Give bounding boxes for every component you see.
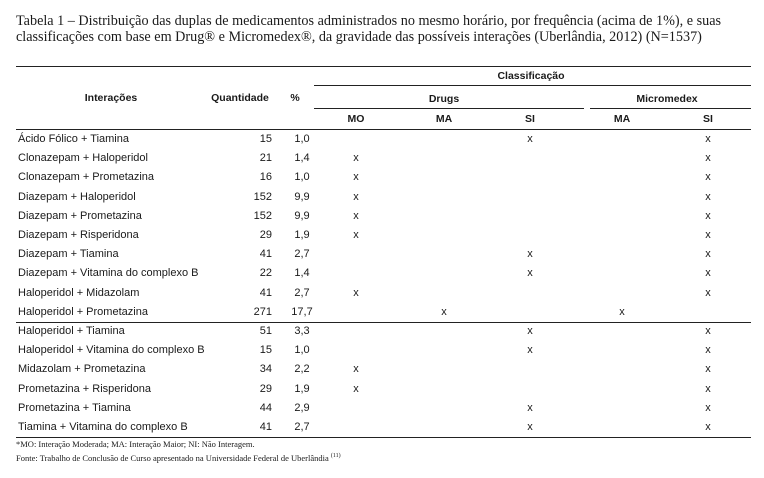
source-text: Fonte: Trabalho de Conclusão de Curso apresentado na Universidade Federal de Uberlândia — [16, 453, 329, 463]
micromedex-ma-mark: x — [619, 305, 625, 318]
quantity-cell: 41 — [259, 248, 272, 261]
header-micromedex: Micromedex — [636, 93, 698, 105]
percent-cell: 9,9 — [294, 209, 310, 222]
micromedex-ma-mark — [612, 322, 632, 341]
drugs-ma-mark — [434, 226, 454, 245]
drugs-rule — [314, 108, 584, 109]
interaction-name: Midazolam + Prometazina — [18, 363, 146, 376]
quantity-cell: 44 — [259, 401, 272, 414]
table-row — [16, 188, 751, 207]
header-drugs: Drugs — [428, 93, 460, 105]
quantity-cell: 22 — [259, 267, 272, 280]
drugs-mo-mark — [346, 264, 366, 283]
interaction-name: Haloperidol + Midazolam — [18, 286, 140, 299]
table-row — [16, 399, 751, 418]
interaction-name: Diazepam + Haloperidol — [18, 190, 136, 203]
percent-cell: 1,9 — [294, 229, 310, 241]
micromedex-ma-mark — [612, 380, 632, 399]
drugs-mo-mark — [346, 303, 366, 322]
drugs-si-mark: x — [527, 267, 533, 280]
drugs-si-mark — [520, 380, 540, 399]
header-si: SI — [525, 113, 535, 125]
percent-cell: 3,3 — [294, 325, 310, 337]
quantity-cell: 15 — [259, 344, 272, 357]
drugs-mo-mark: x — [353, 171, 359, 184]
quantity-cell: 41 — [259, 421, 272, 433]
header-interacoes: Interações — [84, 92, 138, 104]
micromedex-si-mark: x — [705, 248, 711, 261]
interaction-name: Prometazina + Tiamina — [18, 401, 131, 414]
quantity-cell: 152 — [253, 190, 272, 203]
header-classificacao: Classificação — [497, 70, 565, 82]
micromedex-ma-mark — [612, 130, 632, 149]
table-row — [16, 130, 751, 149]
micromedex-ma-mark — [612, 188, 632, 207]
header-si-micromedex: SI — [703, 113, 713, 125]
micromedex-ma-mark — [612, 399, 632, 418]
interaction-name: Clonazepam + Prometazina — [18, 171, 155, 184]
quantity-cell: 51 — [259, 325, 272, 337]
interaction-name: Prometazina + Risperidona — [18, 382, 151, 395]
drugs-si-mark: x — [527, 325, 533, 337]
percent-cell: 1,0 — [294, 344, 310, 357]
quantity-cell: 34 — [259, 363, 272, 376]
micromedex-ma-mark — [612, 168, 632, 187]
drugs-ma-mark — [434, 264, 454, 283]
table-row — [16, 226, 751, 245]
percent-cell: 2,7 — [294, 421, 310, 433]
quantity-cell: 29 — [259, 229, 272, 241]
drugs-ma-mark — [434, 130, 454, 149]
drugs-mo-mark: x — [353, 209, 359, 222]
drugs-si-mark — [520, 149, 540, 168]
drugs-ma-mark — [434, 399, 454, 418]
quantity-cell: 29 — [259, 382, 272, 395]
top-rule — [16, 66, 751, 67]
drugs-si-mark: x — [527, 401, 533, 414]
header-pct: % — [290, 92, 300, 104]
quantity-cell: 271 — [253, 305, 272, 318]
interaction-name: Haloperidol + Vitamina do complexo B — [18, 344, 205, 357]
table-caption: Tabela 1 – Distribuição das duplas de medicamentos administrados no mesmo horário, por frequência (acima de 1%), e suas classificações com base em Drug® e Micromedex®, da gravidade das possíveis interações (Uberlândia, 2012) (N=1537) — [16, 13, 722, 45]
table-row — [16, 322, 751, 341]
drugs-ma-mark — [434, 284, 454, 303]
drugs-ma-mark — [434, 322, 454, 341]
micromedex-rule — [590, 108, 751, 109]
micromedex-ma-mark — [612, 245, 632, 264]
table-row — [16, 149, 751, 168]
drugs-ma-mark — [434, 149, 454, 168]
drugs-ma-mark — [434, 245, 454, 264]
percent-cell: 1,9 — [294, 382, 310, 395]
percent-cell: 2,7 — [294, 248, 310, 261]
drugs-si-mark — [520, 360, 540, 379]
micromedex-ma-mark — [612, 341, 632, 360]
interaction-name: Tiamina + Vitamina do complexo B — [18, 421, 188, 433]
drugs-mo-mark — [346, 245, 366, 264]
drugs-si-mark — [520, 284, 540, 303]
drugs-mo-mark — [346, 399, 366, 418]
percent-cell: 1,4 — [294, 152, 310, 165]
interaction-name: Clonazepam + Haloperidol — [18, 152, 148, 165]
micromedex-ma-mark — [612, 207, 632, 226]
drugs-si-mark — [520, 168, 540, 187]
percent-cell: 1,0 — [294, 133, 310, 145]
drugs-si-mark: x — [527, 421, 533, 433]
drugs-ma-mark — [434, 168, 454, 187]
quantity-cell: 152 — [253, 209, 272, 222]
quantity-cell: 16 — [259, 171, 272, 184]
table-row — [16, 380, 751, 399]
micromedex-si-mark: x — [705, 209, 711, 222]
micromedex-si-mark: x — [705, 363, 711, 376]
percent-cell: 2,2 — [294, 363, 310, 376]
table-row — [16, 264, 751, 283]
table-row — [16, 418, 751, 437]
micromedex-ma-mark — [612, 264, 632, 283]
micromedex-si-mark: x — [705, 286, 711, 299]
table-row — [16, 284, 751, 303]
classification-rule — [314, 85, 751, 86]
drugs-ma-mark — [434, 418, 454, 437]
micromedex-si-mark: x — [705, 267, 711, 280]
drugs-si-mark — [520, 226, 540, 245]
percent-cell: 1,0 — [294, 171, 310, 184]
drugs-si-mark — [520, 188, 540, 207]
micromedex-ma-mark — [612, 226, 632, 245]
drugs-si-mark — [520, 303, 540, 322]
micromedex-ma-mark — [612, 360, 632, 379]
micromedex-si-mark: x — [705, 401, 711, 414]
micromedex-si-mark: x — [705, 152, 711, 165]
table-row — [16, 303, 751, 322]
interaction-name: Haloperidol + Tiamina — [18, 325, 125, 337]
drugs-mo-mark: x — [353, 229, 359, 241]
drugs-si-mark: x — [527, 133, 533, 145]
drugs-mo-mark: x — [353, 363, 359, 376]
drugs-mo-mark — [346, 130, 366, 149]
interaction-name: Diazepam + Tiamina — [18, 248, 119, 261]
header-mo: MO — [347, 113, 365, 125]
drugs-mo-mark: x — [353, 190, 359, 203]
drugs-mo-mark: x — [353, 286, 359, 299]
micromedex-ma-mark — [612, 418, 632, 437]
micromedex-si-mark: x — [705, 382, 711, 395]
footnote: *MO: Interação Moderada; MA: Interação Maior; NI: Não Interagem. — [16, 439, 255, 449]
drugs-ma-mark — [434, 341, 454, 360]
header-quantidade: Quantidade — [211, 92, 269, 104]
drugs-ma-mark — [434, 188, 454, 207]
interaction-name: Diazepam + Vitamina do complexo B — [18, 267, 199, 280]
drugs-ma-mark — [434, 380, 454, 399]
interaction-name: Ácido Fólico + Tiamina — [18, 133, 129, 145]
mid-rule — [16, 322, 751, 323]
quantity-cell: 21 — [259, 152, 272, 165]
interaction-name: Diazepam + Prometazina — [18, 209, 142, 222]
micromedex-ma-mark — [612, 284, 632, 303]
source-reference: (11) — [330, 453, 341, 460]
drugs-ma-mark — [434, 360, 454, 379]
micromedex-si-mark: x — [705, 133, 711, 145]
drugs-mo-mark — [346, 341, 366, 360]
quantity-cell: 15 — [259, 133, 272, 145]
micromedex-ma-mark — [612, 149, 632, 168]
drugs-ma-mark: x — [441, 305, 447, 318]
micromedex-si-mark — [698, 303, 718, 322]
drugs-mo-mark: x — [353, 152, 359, 165]
drugs-si-mark: x — [527, 344, 533, 357]
micromedex-si-mark: x — [705, 229, 711, 241]
percent-cell: 9,9 — [294, 190, 310, 203]
micromedex-si-mark: x — [705, 344, 711, 357]
percent-cell: 2,9 — [294, 401, 310, 414]
interaction-name: Diazepam + Risperidona — [18, 229, 139, 241]
micromedex-si-mark: x — [705, 190, 711, 203]
drugs-mo-mark — [346, 322, 366, 341]
drugs-ma-mark — [434, 207, 454, 226]
table-row — [16, 360, 751, 379]
micromedex-si-mark: x — [705, 421, 711, 433]
table-row — [16, 168, 751, 187]
drugs-mo-mark: x — [353, 382, 359, 395]
micromedex-si-mark: x — [705, 171, 711, 184]
percent-cell: 1,4 — [294, 267, 310, 280]
drugs-si-mark — [520, 207, 540, 226]
header-ma-micromedex: MA — [613, 113, 631, 125]
header-ma: MA — [435, 113, 453, 125]
table-row — [16, 245, 751, 264]
percent-cell: 2,7 — [294, 286, 310, 299]
bottom-rule — [16, 437, 751, 438]
quantity-cell: 41 — [259, 286, 272, 299]
source-note — [16, 453, 341, 463]
drugs-mo-mark — [346, 418, 366, 437]
drugs-si-mark: x — [527, 248, 533, 261]
table-row — [16, 207, 751, 226]
percent-cell: 17,7 — [291, 305, 313, 318]
table-row — [16, 341, 751, 360]
micromedex-si-mark: x — [705, 325, 711, 337]
interaction-name: Haloperidol + Prometazina — [18, 305, 148, 318]
